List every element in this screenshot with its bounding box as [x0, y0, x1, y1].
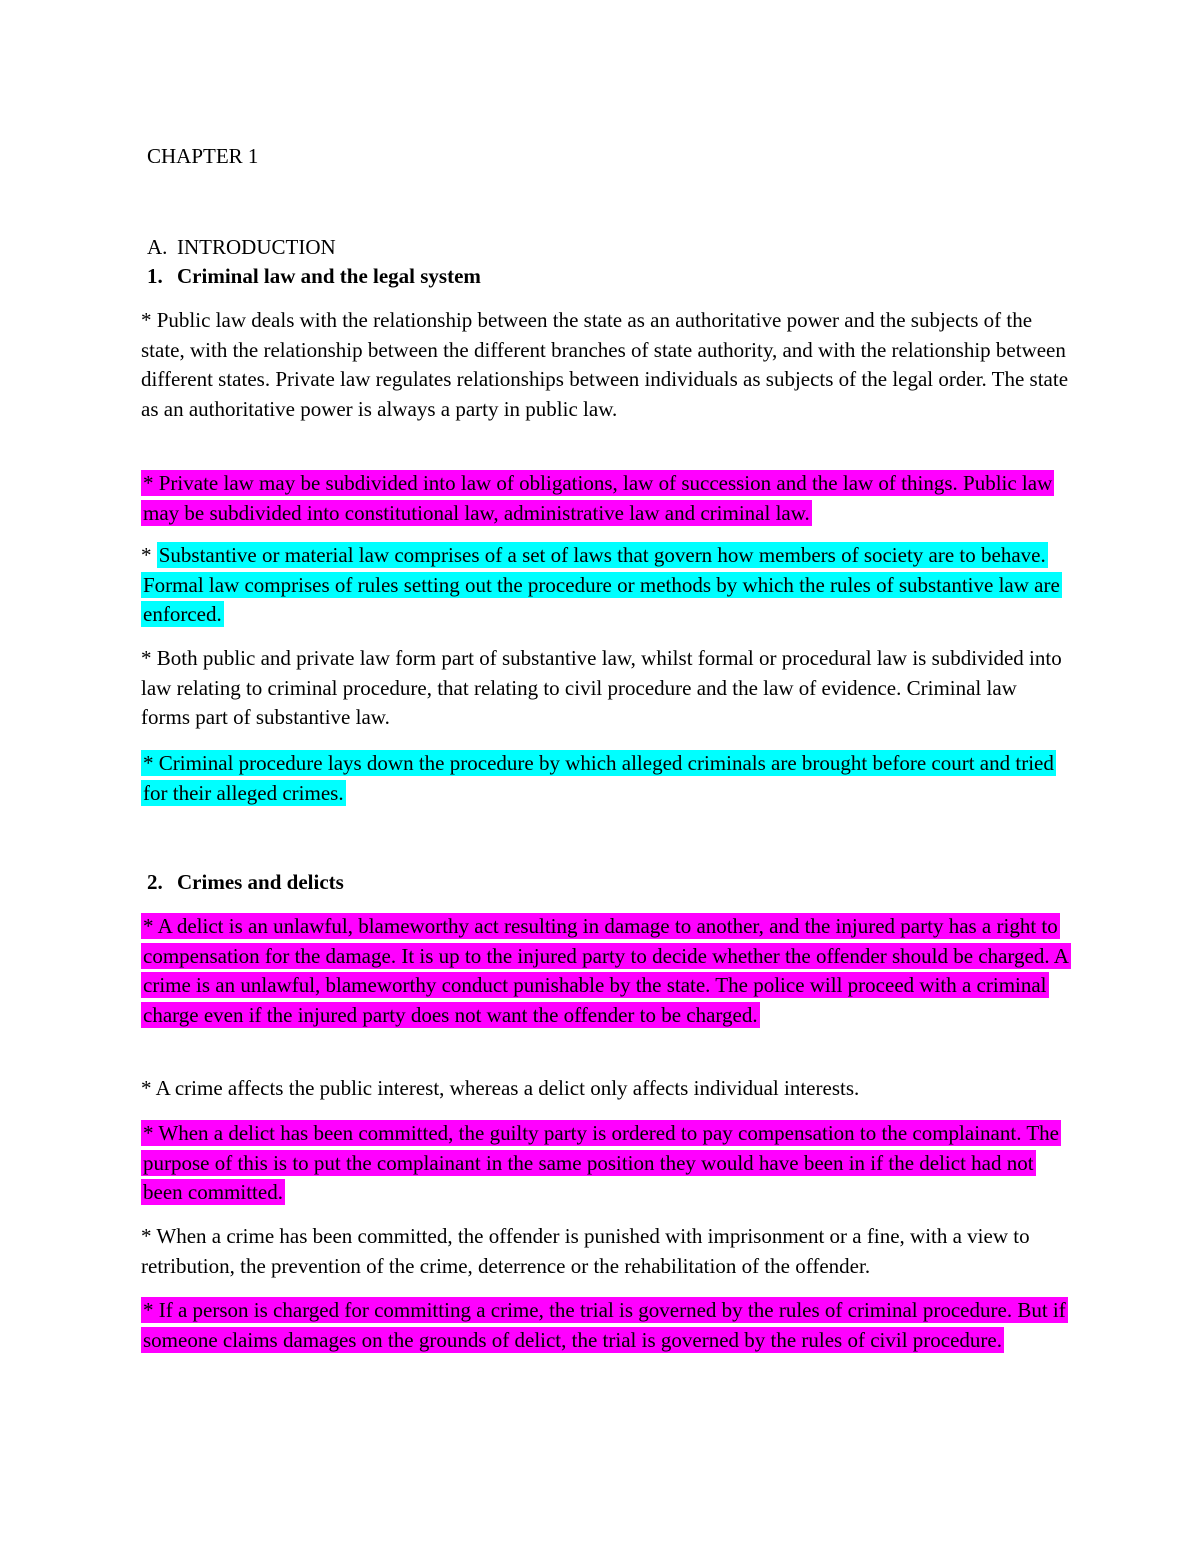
paragraph-crime-punishment	[141, 1222, 1071, 1281]
section-title: INTRODUCTION	[177, 235, 336, 259]
paragraph-private-law-subdivision	[141, 469, 1071, 528]
section-letter: A.	[147, 235, 168, 259]
heading-criminal-law	[147, 262, 481, 290]
paragraph-text: * Both public and private law form part of substantive law, whilst formal or procedural law is subdivided into law relating to criminal procedure, that relating to civil procedure and the law of evidence. Criminal law forms part of substantive law.	[141, 646, 1062, 729]
heading-crimes-and-delicts	[147, 868, 344, 896]
paragraph-text: * Public law deals with the relationship between the state as an authoritative power and the subjects of the state, with the relationship between the different branches of state authority, and with the relationship between different states. Private law regulates relationships between individuals as subjects of the legal order. The state as an authoritative power is always a party in public law.	[141, 308, 1069, 421]
paragraph-public-interest	[141, 1074, 1071, 1104]
highlighted-text: * If a person is charged for committing a crime, the trial is governed by the rules of criminal procedure. But if someone claims damages on the grounds of delict, the trial is governed by the rules of civil procedure.	[143, 1298, 1066, 1352]
bullet-prefix: *	[141, 543, 157, 567]
paragraph-delict-compensation	[141, 1119, 1071, 1208]
heading-title: Criminal law and the legal system	[177, 264, 481, 288]
highlighted-text: * A delict is an unlawful, blameworthy act resulting in damage to another, and the injured party has a right to compensation for the damage. It is up to the injured party to decide whether the offender should be charged. A crime is an unlawful, blameworthy conduct punishable by the state. The police will proceed with a criminal charge even if the injured party does not want the offender to be charged.	[143, 914, 1069, 1027]
heading-title: Crimes and delicts	[177, 870, 344, 894]
paragraph-trial-procedure	[141, 1296, 1071, 1355]
heading-number: 1.	[147, 264, 163, 288]
section-heading-introduction	[147, 233, 336, 261]
paragraph-delict-definition	[141, 912, 1071, 1030]
highlighted-text: Substantive or material law comprises of a set of laws that govern how members of society are to behave. Formal law comprises of rules setting out the procedure or methods by which the rules of substantive law are enforced.	[143, 543, 1060, 626]
chapter-title: CHAPTER 1	[147, 144, 259, 168]
highlighted-text: * When a delict has been committed, the guilty party is ordered to pay compensation to the complainant. The purpose of this is to put the complainant in the same position they would have been in if the delict had not been committed.	[143, 1121, 1059, 1204]
paragraph-criminal-procedure	[141, 749, 1071, 808]
paragraph-text: * A crime affects the public interest, whereas a delict only affects individual interests.	[141, 1076, 860, 1100]
heading-number: 2.	[147, 870, 163, 894]
paragraph-text: * When a crime has been committed, the offender is punished with imprisonment or a fine, with a view to retribution, the prevention of the crime, deterrence or the rehabilitation of the offender.	[141, 1224, 1030, 1278]
paragraph-substantive-law	[141, 541, 1071, 630]
highlighted-text: * Private law may be subdivided into law of obligations, law of succession and the law of things. Public law may be subdivided into constitutional law, administrative law and criminal law.	[143, 471, 1053, 525]
paragraph-procedural-law	[141, 644, 1071, 733]
highlighted-text: * Criminal procedure lays down the procedure by which alleged criminals are brought before court and tried for their alleged crimes.	[143, 751, 1054, 805]
paragraph-public-law	[141, 306, 1071, 424]
